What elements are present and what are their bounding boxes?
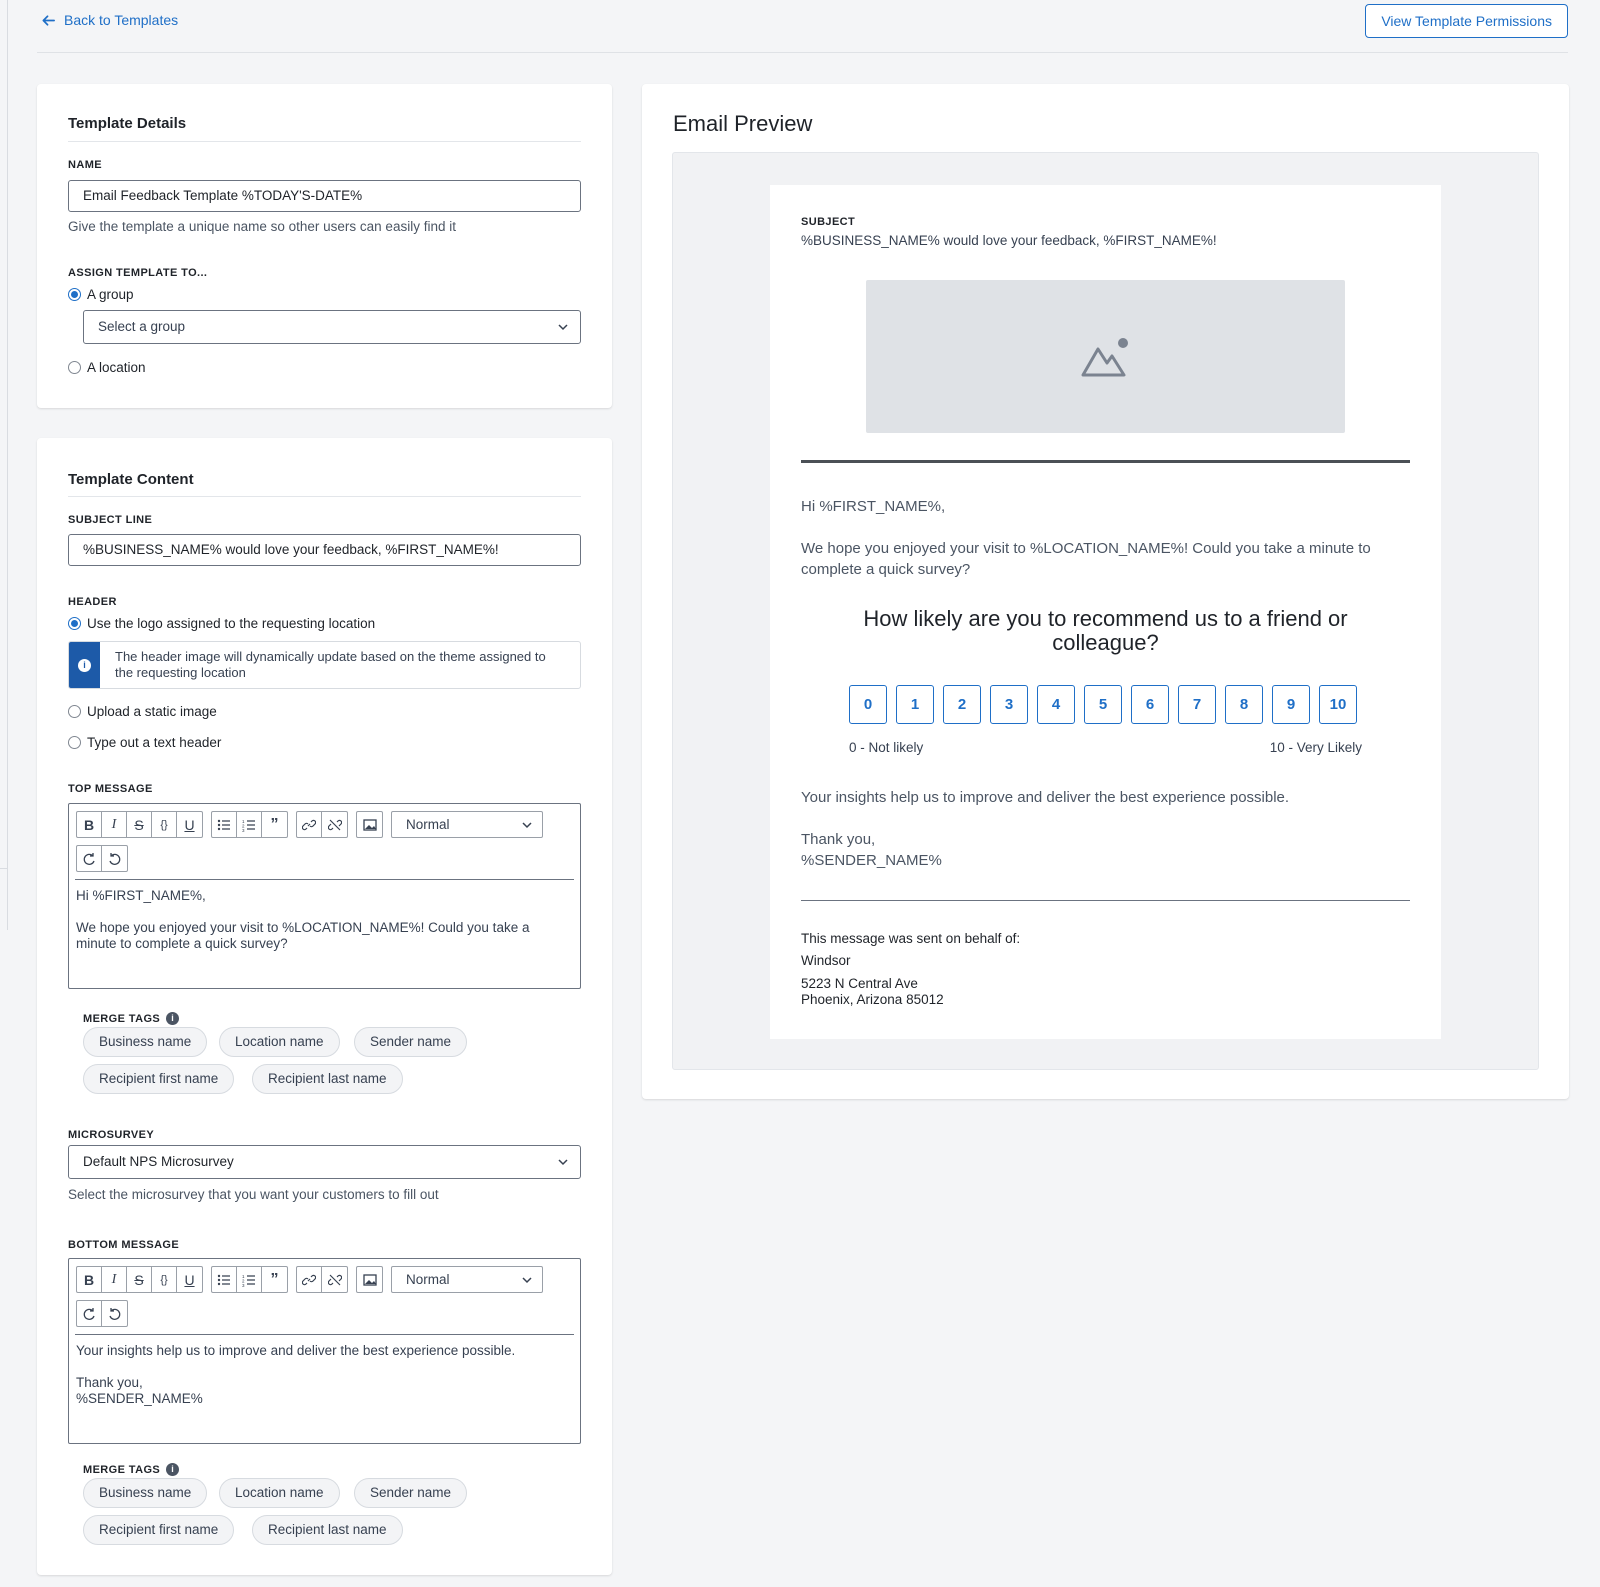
email-preview-card (642, 84, 1569, 1099)
footer-business: Windsor (801, 953, 851, 968)
preview-frame (672, 152, 1539, 1070)
email-body (770, 185, 1441, 1039)
bottom-message-line: %SENDER_NAME% (76, 1391, 203, 1406)
top-message-label: TOP MESSAGE (68, 783, 153, 795)
left-edge-panel (0, 0, 8, 930)
editor-toolbar (76, 1266, 543, 1293)
nps-option[interactable]: 4 (1037, 685, 1075, 724)
format-select[interactable] (391, 811, 543, 838)
radio-button[interactable] (68, 288, 81, 301)
radio-label: Use the logo assigned to the requesting location (87, 616, 376, 631)
back-label: Back to Templates (64, 12, 179, 28)
nps-option[interactable]: 2 (943, 685, 981, 724)
info-icon[interactable]: i (166, 1012, 179, 1025)
header-option-logo[interactable] (68, 616, 375, 631)
chevron-down-icon (558, 322, 568, 332)
bold-button[interactable]: B (77, 1267, 102, 1292)
nps-option[interactable]: 8 (1225, 685, 1263, 724)
microsurvey-help: Select the microsurvey that you want your customers to fill out (68, 1187, 439, 1202)
left-edge-tab (0, 868, 8, 930)
nps-scale (849, 685, 1357, 724)
underline-button[interactable]: U (184, 1271, 195, 1288)
editor-divider (75, 879, 574, 880)
radio-group-option[interactable] (68, 287, 134, 302)
nps-low-label: 0 - Not likely (849, 740, 924, 755)
name-label: NAME (68, 159, 102, 171)
top-message-body: We hope you enjoyed your visit to %LOCATION_NAME%! Could you take a minute to complete a quick survey? (76, 920, 530, 951)
quote-icon[interactable]: ” (270, 1270, 279, 1288)
divider (68, 496, 581, 497)
nps-high-label: 10 - Very Likely (1269, 740, 1362, 755)
merge-tag-sender-name[interactable]: Sender name (354, 1027, 467, 1057)
svg-text:1: 1 (242, 818, 245, 824)
merge-tags-label (83, 1463, 179, 1476)
bullet-list-icon[interactable] (212, 812, 237, 837)
arrow-left-icon (41, 13, 56, 28)
header-info-text: The header image will dynamically update based on the theme assigned to the requesting location (115, 649, 546, 680)
email-subject-label: SUBJECT (801, 216, 856, 228)
header-label: HEADER (68, 596, 117, 608)
nps-option[interactable]: 3 (990, 685, 1028, 724)
bottom-message-editor[interactable] (68, 1258, 581, 1444)
nps-option[interactable]: 9 (1272, 685, 1310, 724)
nps-option[interactable]: 1 (896, 685, 934, 724)
bottom-message-line: Your insights help us to improve and deliver the best experience possible. (76, 1343, 516, 1358)
email-closing: Your insights help us to improve and deliver the best experience possible. (801, 789, 1290, 806)
merge-tag-location-name[interactable]: Location name (219, 1478, 340, 1508)
merge-tag-location-name[interactable]: Location name (219, 1027, 340, 1057)
header-option-upload[interactable] (68, 704, 217, 719)
header-image-placeholder (866, 280, 1345, 433)
radio-label: A group (87, 287, 134, 302)
view-template-permissions-button[interactable]: View Template Permissions (1365, 4, 1568, 38)
bullet-list-icon[interactable] (212, 1267, 237, 1292)
info-bar (69, 642, 100, 689)
section-title: Template Details (68, 115, 187, 132)
top-bar (37, 0, 1568, 53)
undo-icon[interactable] (102, 846, 127, 871)
italic-button[interactable]: I (102, 812, 127, 837)
footer-address-line2: Phoenix, Arizona 85012 (801, 992, 944, 1007)
bottom-message-label: BOTTOM MESSAGE (68, 1239, 180, 1251)
email-intro: We hope you enjoyed your visit to %LOCATION_NAME%! Could you take a minute to complete a quick survey? (801, 540, 1371, 578)
link-icon[interactable] (297, 1267, 322, 1292)
strikethrough-button[interactable]: S (127, 812, 152, 837)
template-details-card (37, 84, 612, 408)
email-signoff: Thank you, (801, 831, 876, 848)
bold-button[interactable]: B (77, 812, 102, 837)
underline-button[interactable]: U (184, 816, 195, 833)
header-option-text[interactable] (68, 735, 221, 750)
undo-icon[interactable] (102, 1301, 127, 1326)
svg-text:3: 3 (242, 1282, 245, 1287)
merge-tag-business-name[interactable]: Business name (83, 1478, 207, 1508)
microsurvey-select[interactable] (68, 1145, 581, 1179)
numbered-list-icon[interactable] (237, 812, 262, 837)
editor-divider (75, 1334, 574, 1335)
merge-tags-text: MERGE TAGS (83, 1463, 161, 1476)
radio-label: Upload a static image (87, 704, 217, 719)
svg-text:3: 3 (242, 827, 245, 832)
info-icon[interactable]: i (166, 1463, 179, 1476)
strikethrough-button[interactable]: S (127, 1267, 152, 1292)
email-header-divider (801, 460, 1410, 463)
nps-option[interactable]: 0 (849, 685, 887, 724)
image-icon (1080, 335, 1132, 379)
nps-option[interactable]: 5 (1084, 685, 1122, 724)
footer-intro: This message was sent on behalf of: (801, 931, 1021, 946)
name-input[interactable]: Email Feedback Template %TODAY'S-DATE% (68, 180, 581, 212)
group-select[interactable] (83, 310, 581, 344)
microsurvey-label: MICROSURVEY (68, 1129, 155, 1141)
top-message-greeting: Hi %FIRST_NAME%, (76, 888, 206, 903)
section-title: Template Content (68, 471, 194, 488)
merge-tag-recipient-last-name[interactable]: Recipient last name (252, 1515, 403, 1545)
bottom-message-line: Thank you, (76, 1375, 143, 1390)
chevron-down-icon (522, 1275, 532, 1285)
format-select-value: Normal (406, 1272, 450, 1287)
merge-tag-recipient-last-name[interactable]: Recipient last name (252, 1064, 403, 1094)
group-select-value: Select a group (98, 319, 186, 334)
merge-tag-business-name[interactable]: Business name (83, 1027, 207, 1057)
header-info-box (68, 641, 581, 689)
italic-button[interactable]: I (102, 1267, 127, 1292)
redo-icon[interactable] (77, 846, 102, 871)
merge-tag-recipient-first-name[interactable]: Recipient first name (83, 1515, 234, 1545)
image-insert-icon[interactable] (357, 812, 382, 837)
subject-line-label: SUBJECT LINE (68, 514, 153, 526)
radio-button[interactable] (68, 361, 81, 374)
radio-location-option[interactable] (68, 360, 146, 375)
footer-address-line1: 5223 N Central Ave (801, 976, 918, 991)
preview-title: Email Preview (673, 111, 813, 136)
chevron-down-icon (558, 1157, 568, 1167)
divider (68, 141, 581, 142)
svg-text:1: 1 (242, 1273, 245, 1279)
name-help: Give the template a unique name so other users can easily find it (68, 219, 456, 234)
svg-text:2: 2 (242, 1278, 245, 1283)
radio-button[interactable] (68, 617, 81, 630)
numbered-list-icon[interactable] (237, 1267, 262, 1292)
editor-toolbar-row2 (76, 845, 136, 872)
code-button[interactable]: {} (152, 812, 177, 837)
editor-toolbar (76, 811, 543, 838)
back-to-templates-link[interactable] (41, 12, 178, 28)
template-content-card (37, 438, 612, 1575)
microsurvey-value: Default NPS Microsurvey (83, 1154, 234, 1169)
redo-icon[interactable] (77, 1301, 102, 1326)
code-button[interactable]: {} (152, 1267, 177, 1292)
nps-question: How likely are you to recommend us to a friend or colleague? (863, 606, 1348, 655)
unlink-icon[interactable] (322, 812, 347, 837)
radio-label: A location (87, 360, 146, 375)
top-message-editor[interactable] (68, 803, 581, 989)
nps-option[interactable]: 10 (1319, 685, 1357, 724)
quote-icon[interactable]: ” (270, 815, 279, 833)
nps-option[interactable]: 6 (1131, 685, 1169, 724)
radio-button[interactable] (68, 736, 81, 749)
nps-option[interactable]: 7 (1178, 685, 1216, 724)
radio-label: Type out a text header (87, 735, 222, 750)
svg-text:2: 2 (242, 823, 245, 828)
unlink-icon[interactable] (322, 1267, 347, 1292)
merge-tags-label (83, 1012, 179, 1025)
email-sender: %SENDER_NAME% (801, 852, 942, 869)
merge-tag-sender-name[interactable]: Sender name (354, 1478, 467, 1508)
image-insert-icon[interactable] (357, 1267, 382, 1292)
merge-tags-text: MERGE TAGS (83, 1012, 161, 1025)
editor-toolbar-row2 (76, 1300, 136, 1327)
chevron-down-icon (522, 820, 532, 830)
email-footer-divider (801, 900, 1410, 901)
email-greeting: Hi %FIRST_NAME%, (801, 498, 946, 515)
link-icon[interactable] (297, 812, 322, 837)
info-icon: i (78, 659, 91, 672)
merge-tag-recipient-first-name[interactable]: Recipient first name (83, 1064, 234, 1094)
email-subject: %BUSINESS_NAME% would love your feedback, %FIRST_NAME%! (801, 233, 1217, 248)
format-select[interactable] (391, 1266, 543, 1293)
radio-button[interactable] (68, 705, 81, 718)
format-select-value: Normal (406, 817, 450, 832)
subject-line-input[interactable]: %BUSINESS_NAME% would love your feedback, %FIRST_NAME%! (68, 534, 581, 566)
assign-label: ASSIGN TEMPLATE TO... (68, 267, 208, 279)
